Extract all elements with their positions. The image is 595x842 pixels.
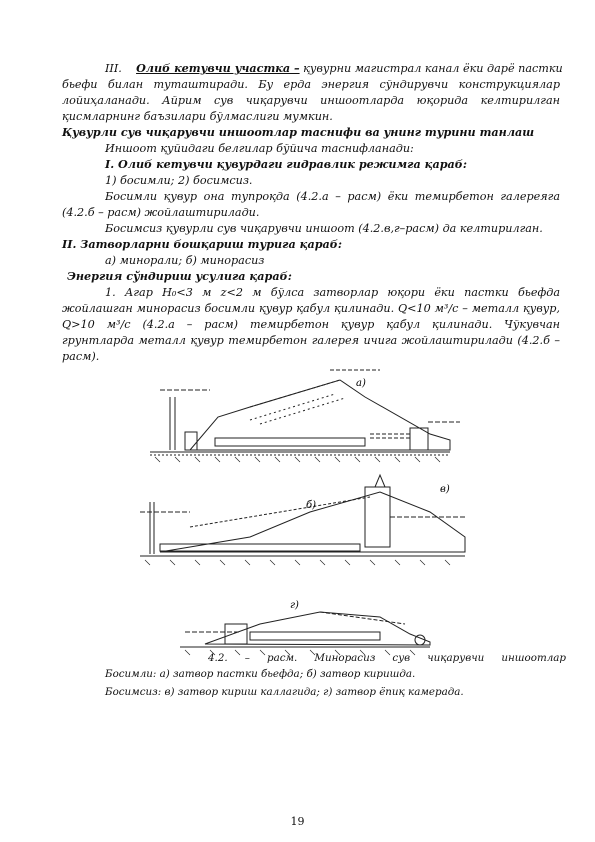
class-i-p2: Босимсиз қувурли сув чиқарувчи иншоот (4.2.в,г–расм) да келтирилган. bbox=[105, 222, 543, 235]
class-i-p1-line2: (4.2.б – расм) жойлаштирилади. bbox=[62, 206, 260, 219]
figure-4-2-drawings bbox=[130, 362, 475, 674]
diagram-label-g: г) bbox=[290, 600, 299, 611]
energy-line3: Q>10 м³/с (4.2.а – расм) темирбетон қувур қабул қилинади. Чўкувчан bbox=[62, 318, 560, 331]
section-iii-title: Олиб кетувчи участка – bbox=[136, 61, 300, 75]
diagram-b-v bbox=[140, 475, 465, 565]
diagram-label-v: в) bbox=[440, 484, 450, 495]
class-i-p1-line1: Босимли қувур она тупроқда (4.2.а – расм) ёки темирбетон галереяга bbox=[105, 190, 560, 203]
diagram-label-a: а) bbox=[356, 378, 366, 389]
energy-line2: жойлашган минорасиз босимли қувур қабул қилинади. Q<10 м³/с – металл қувур, bbox=[62, 302, 560, 315]
energy-line5: расм). bbox=[62, 350, 100, 363]
energy-heading: Энергия сўндириш усулига қараб: bbox=[67, 269, 292, 283]
class-ii-items: а) минорали; б) минорасиз bbox=[105, 254, 265, 267]
section-iii-line1-rest: қувурни магистрал канал ёки дарё пастки bbox=[303, 62, 563, 75]
main-heading: Қувурли сув чиқарувчи иншоотлар таснифи ва унинг турини танлаш bbox=[62, 125, 535, 139]
figure-caption-line3: Босимсиз: в) затвор кириш каллагида; г) затвор ёпиқ камерада. bbox=[105, 686, 464, 698]
figure-caption-line2: Босимли: а) затвор пастки бьефда; б) затвор киришда. bbox=[105, 668, 416, 680]
section-iii-line4: қисмларнинг баъзилари бўлмаслиги мумкин. bbox=[62, 110, 333, 123]
intro-text: Иншоот қуйидаги белгилар бўйича таснифланади: bbox=[105, 142, 414, 155]
section-iii-line3: лойиҳаланади. Айрим сув чиқарувчи иншоотларда юқорида келтирилган bbox=[62, 94, 560, 107]
diagram-a bbox=[150, 370, 460, 462]
energy-line1: 1. Агар H₀<3 м z<2 м бўлса затворлар юқори ёки пастки бьефда bbox=[105, 286, 560, 299]
diagram-label-b: б) bbox=[306, 500, 317, 511]
page-number: 19 bbox=[290, 815, 305, 828]
figure-caption-line1: 4.2. – расм. Минорасиз сув чиқарувчи иншоотлар bbox=[208, 652, 566, 664]
figure-4-2 bbox=[130, 362, 475, 674]
class-i-heading: I. Олиб кетувчи қувурдаги гидравлик режимга қараб: bbox=[105, 157, 467, 171]
class-ii-heading: II. Затворларни бошқариш турига қараб: bbox=[62, 237, 342, 251]
diagram-g bbox=[180, 612, 430, 655]
class-i-items: 1) босимли; 2) босимсиз. bbox=[105, 174, 253, 187]
section-iii-line2: бьефи билан туташтиради. Бу ерда энергия сўндирувчи конструкциялар bbox=[62, 78, 560, 91]
section-iii-line1 bbox=[105, 61, 563, 77]
energy-line4: грунтларда металл қувур темирбетон галерея ичига жойлаштирилади (4.2.б – bbox=[62, 334, 560, 347]
section-iii-lead: III. bbox=[105, 62, 122, 75]
